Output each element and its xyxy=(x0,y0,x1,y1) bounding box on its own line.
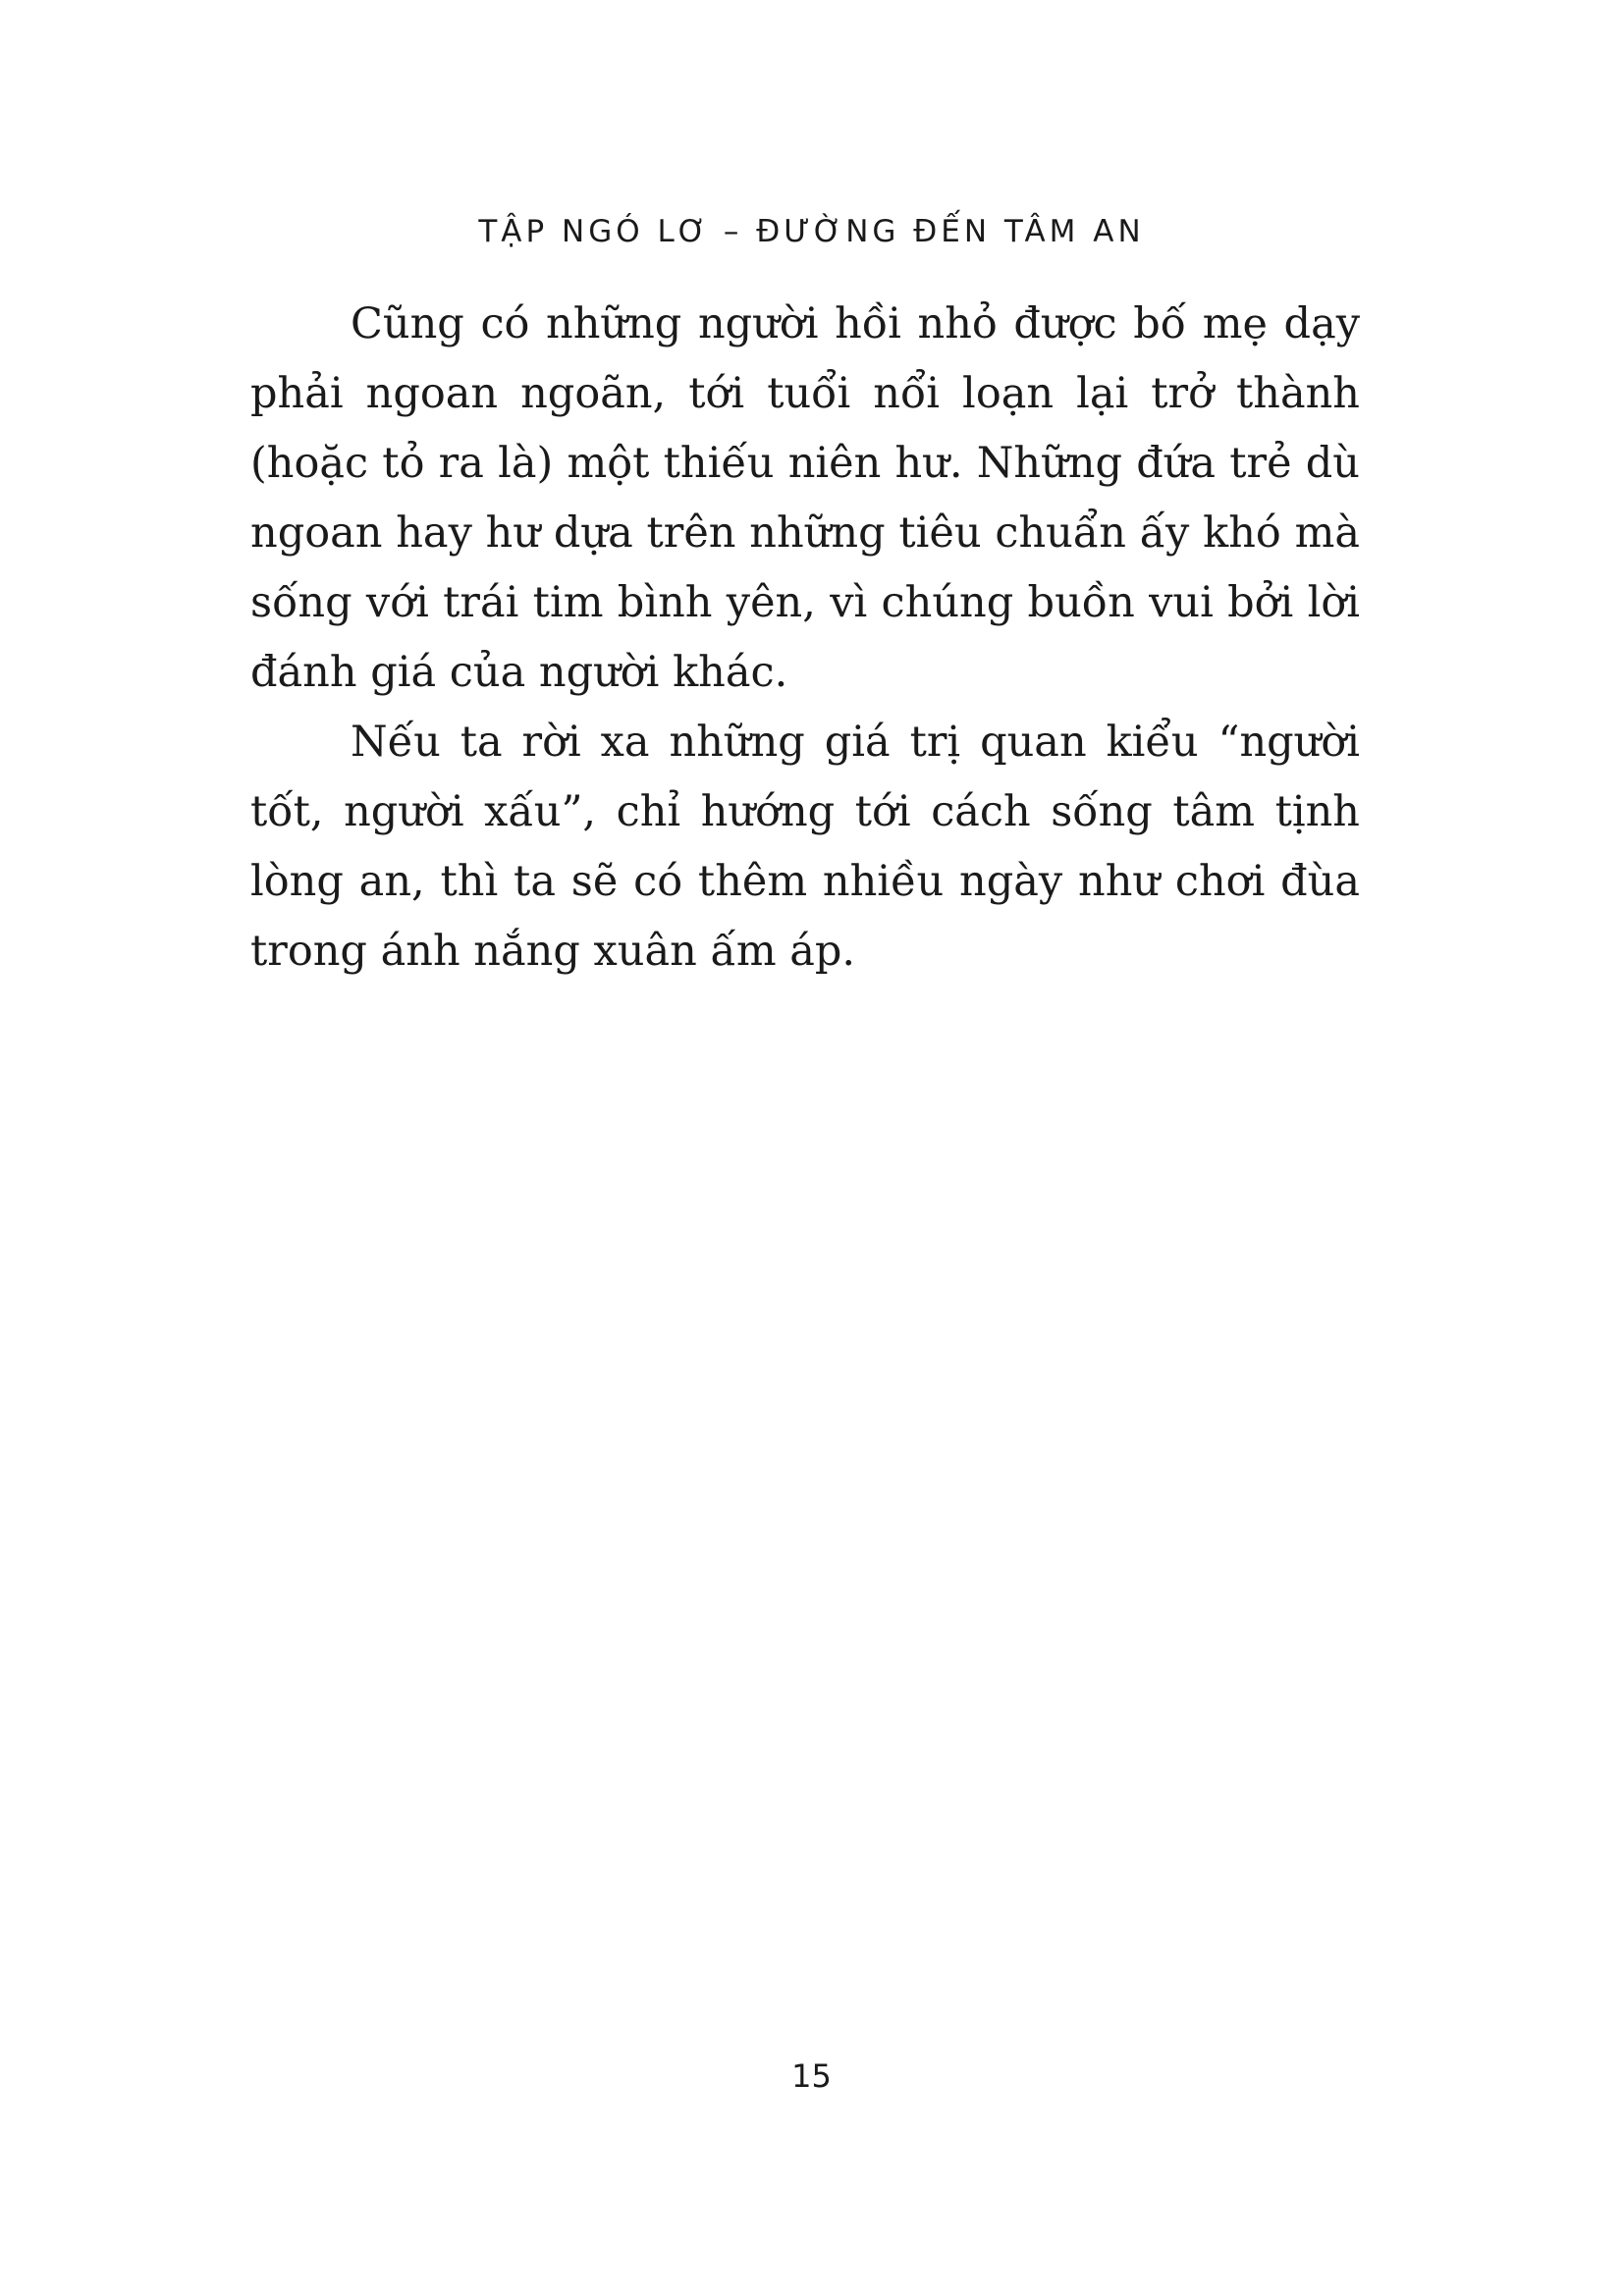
body-text xyxy=(250,290,1360,987)
paragraph-1: Cũng có những người hồi nhỏ được bố mẹ dạy phải ngoan ngoãn, tới tuổi nổi loạn lại trở thành (hoặc tỏ ra là) một thiếu niên hư. Những đứa trẻ dù ngoan hay hư dựa trên những tiêu chuẩn ấy khó mà sống với trái tim bình yên, vì chúng buồn vui bởi lời đánh giá của người khác. xyxy=(250,299,1360,697)
page-number: 15 xyxy=(791,2057,832,2095)
running-header: TẬP NGÓ LƠ – ĐƯỜNG ĐẾN TÂM AN xyxy=(478,214,1145,249)
paragraph-2: Nếu ta rời xa những giá trị quan kiểu “người tốt, người xấu”, chỉ hướng tới cách sống tâm tịnh lòng an, thì ta sẽ có thêm nhiều ngày như chơi đùa trong ánh nắng xuân ấm áp. xyxy=(250,718,1360,976)
